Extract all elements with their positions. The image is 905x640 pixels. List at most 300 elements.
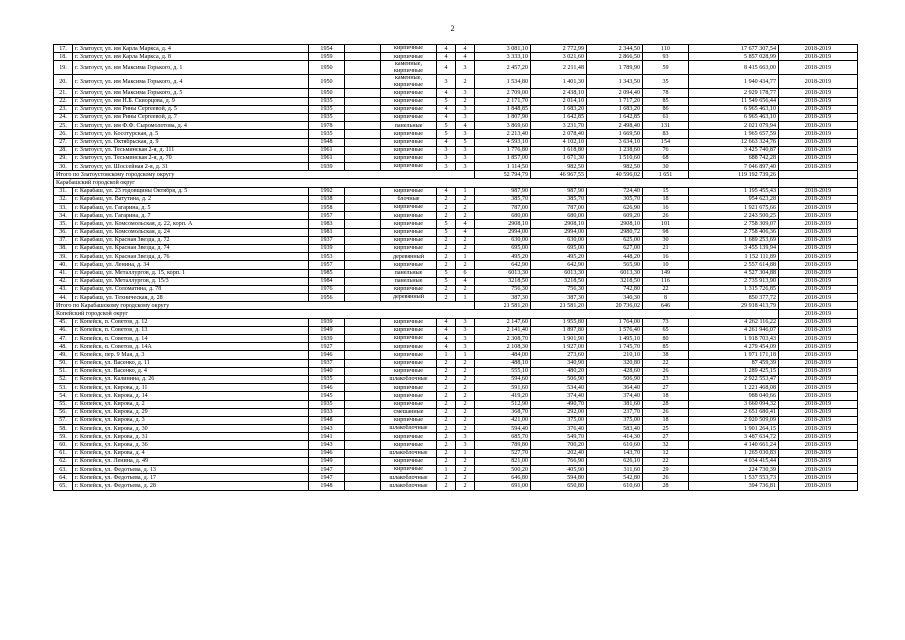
area-cell: 766,90 <box>531 457 587 465</box>
living-area-cell: 583,40 <box>587 425 643 433</box>
residents-cell: 73 <box>643 318 689 326</box>
residents-cell: 131 <box>643 122 689 130</box>
floors-cell: 1 <box>437 351 456 359</box>
total-area-cell: 488,10 <box>475 359 531 367</box>
table-row <box>54 408 858 416</box>
empty-cell <box>345 343 381 351</box>
cost-cell: 688 742,28 <box>689 154 779 162</box>
residents-cell: 85 <box>643 97 689 105</box>
period-cell: 2018-2019 <box>779 187 858 195</box>
cost-cell: 1 689 253,69 <box>689 236 779 244</box>
floors-cell: 4 <box>437 326 456 334</box>
period-cell: 2018-2019 <box>779 384 858 392</box>
wall-material-cell: кирпичные <box>381 154 437 162</box>
floors-cell: 2 <box>437 359 456 367</box>
floors-cell: 2 <box>437 375 456 383</box>
table-row <box>54 449 858 457</box>
row-number: 44. <box>54 294 73 302</box>
empty-cell <box>345 61 381 75</box>
year-cell: 1949 <box>309 326 345 334</box>
floors-cell: 5 <box>437 269 456 277</box>
address-cell: г. Карабаш, ул. Металлургов, д. 15, корп. 1 <box>73 269 309 277</box>
row-number: 19. <box>54 61 73 75</box>
year-cell: 1937 <box>309 236 345 244</box>
table-row <box>54 261 858 269</box>
residents-cell: 30 <box>643 236 689 244</box>
floors-cell: 3 <box>437 75 456 89</box>
cost-cell: 1 965 657,59 <box>689 130 779 138</box>
area-cell: 273,60 <box>531 351 587 359</box>
period-cell: 2018-2019 <box>779 75 858 89</box>
residents-cell: 22 <box>643 359 689 367</box>
area-cell: 1 683,20 <box>531 105 587 113</box>
address-cell: г. Копейск, ул. Федотьева, д. 28 <box>73 482 309 490</box>
cost-cell: 3 487 634,72 <box>689 433 779 441</box>
living-area-cell: 3218,50 <box>587 277 643 285</box>
total-area-cell: 527,70 <box>475 449 531 457</box>
floors-cell: 2 <box>437 449 456 457</box>
entrances-cell: 2 <box>456 285 475 293</box>
entrances-cell: 3 <box>456 89 475 97</box>
empty-cell <box>345 113 381 121</box>
row-number: 62. <box>54 457 73 465</box>
period-cell: 2018-2019 <box>779 449 858 457</box>
wall-material-cell: кирпичные <box>381 45 437 53</box>
cost-cell: 394 736,81 <box>689 482 779 490</box>
row-number: 55. <box>54 400 73 408</box>
period-cell: 2018-2019 <box>779 146 858 154</box>
entrances-cell: 2 <box>456 75 475 89</box>
table-row <box>54 236 858 244</box>
floors-cell: 4 <box>437 187 456 195</box>
entrances-cell: 3 <box>456 105 475 113</box>
period-cell: 2018-2019 <box>779 335 858 343</box>
total-area-cell: 387,30 <box>475 294 531 302</box>
area-cell: 376,40 <box>531 425 587 433</box>
total-area-cell: 756,30 <box>475 285 531 293</box>
living-area-cell: 565,90 <box>587 261 643 269</box>
area-cell: 495,20 <box>531 253 587 261</box>
row-number: 56. <box>54 408 73 416</box>
residents-cell: 85 <box>643 343 689 351</box>
year-cell: 1939 <box>309 335 345 343</box>
residents-cell: 78 <box>643 89 689 97</box>
period-cell: 2018-2019 <box>779 457 858 465</box>
wall-material-cell: кирпичные <box>381 204 437 212</box>
total-area-cell: 2 141,40 <box>475 326 531 334</box>
address-cell: г. Карабаш, ул. Гагарина, д. 5 <box>73 204 309 212</box>
cost-cell: 988 040,66 <box>689 392 779 400</box>
housing-register-table <box>53 44 858 491</box>
entrances-cell: 2 <box>456 474 475 482</box>
address-cell: г. Копейск, ул. Кирова, д. 36 <box>73 441 309 449</box>
floors-cell: 5 <box>437 97 456 105</box>
entrances-cell: 2 <box>456 212 475 220</box>
living-area-cell: 610,60 <box>587 441 643 449</box>
period-cell: 2018-2019 <box>779 45 858 53</box>
row-number: 64. <box>54 474 73 482</box>
year-cell: 1957 <box>309 212 345 220</box>
wall-material-cell: кирпичные <box>381 105 437 113</box>
wall-material-cell: панельные <box>381 277 437 285</box>
address-cell: г. Копейск, п. Советов, д. 13 <box>73 326 309 334</box>
year-cell: 1938 <box>309 195 345 203</box>
residents-cell: 65 <box>643 326 689 334</box>
residents-cell: 26 <box>643 474 689 482</box>
cost-cell: 1 901 264,15 <box>689 425 779 433</box>
year-cell: 1939 <box>309 244 345 252</box>
floors-cell: 3 <box>437 146 456 154</box>
period-cell: 2018-2019 <box>779 326 858 334</box>
row-number: 59. <box>54 433 73 441</box>
row-number: 21. <box>54 89 73 97</box>
table-row <box>54 45 858 53</box>
table-row <box>54 244 858 252</box>
table-row <box>54 163 858 171</box>
living-area-cell: 20 736,02 <box>587 302 643 310</box>
period-cell: 2018-2019 <box>779 154 858 162</box>
living-area-cell: 2980,72 <box>587 228 643 236</box>
address-cell: г. Карабаш, ул. Комсомольская, д. 24 <box>73 228 309 236</box>
table-row <box>54 195 858 203</box>
floors-cell: 4 <box>437 318 456 326</box>
residents-cell: 646 <box>643 302 689 310</box>
empty-cell <box>345 294 381 302</box>
wall-material-cell: панельные <box>381 269 437 277</box>
wall-material-cell: кирпичные <box>381 359 437 367</box>
row-number: 46. <box>54 326 73 334</box>
living-area-cell: 1 745,70 <box>587 343 643 351</box>
area-cell: 594,80 <box>531 474 587 482</box>
entrances-cell: 2 <box>456 261 475 269</box>
year-cell: 1947 <box>309 466 345 474</box>
section-header-row <box>54 179 858 187</box>
cost-cell: 4 279 454,09 <box>689 343 779 351</box>
floors-cell: 2 <box>437 474 456 482</box>
residents-cell: 29 <box>643 466 689 474</box>
floors-cell: 2 <box>437 441 456 449</box>
floors-cell: 1 <box>437 466 456 474</box>
year-cell: 1935 <box>309 400 345 408</box>
row-number: 30. <box>54 163 73 171</box>
area-cell: 700,20 <box>531 441 587 449</box>
table-row <box>54 130 858 138</box>
period-cell: 2018-2019 <box>779 416 858 424</box>
total-area-cell: 594,60 <box>475 375 531 383</box>
wall-material-cell: каменные, кирпичные <box>381 61 437 75</box>
residents-cell: 10 <box>643 261 689 269</box>
address-cell: г. Копейск, ул. Кирова, д. 14 <box>73 392 309 400</box>
area-cell: 46 967,55 <box>531 171 587 179</box>
total-area-cell: 3 081,10 <box>475 45 531 53</box>
cost-cell: 224 730,39 <box>689 466 779 474</box>
residents-cell: 23 <box>643 375 689 383</box>
area-cell: 385,70 <box>531 195 587 203</box>
wall-material-cell: кирпичные <box>381 228 437 236</box>
period-cell: 2018-2019 <box>779 441 858 449</box>
row-number: 40. <box>54 261 73 269</box>
table-row <box>54 326 858 334</box>
year-cell: 1961 <box>309 146 345 154</box>
area-cell: 405,90 <box>531 466 587 474</box>
area-cell: 3 231,70 <box>531 122 587 130</box>
table-row <box>54 367 858 375</box>
residents-cell: 61 <box>643 113 689 121</box>
residents-cell: 28 <box>643 400 689 408</box>
period-cell: 2018-2019 <box>779 375 858 383</box>
floors-cell: 2 <box>437 253 456 261</box>
total-area-cell: 495,20 <box>475 253 531 261</box>
area-cell: 340,90 <box>531 359 587 367</box>
empty-cell <box>345 146 381 154</box>
entrances-cell: 1 <box>456 449 475 457</box>
floors-cell: 4 <box>437 61 456 75</box>
address-cell: г. Карабаш, ул. Комсомольская, д. 22, корп. А <box>73 220 309 228</box>
area-cell: 756,30 <box>531 285 587 293</box>
entrances-cell: 2 <box>456 457 475 465</box>
cost-cell: 11 549 656,44 <box>689 97 779 105</box>
wall-material-cell: кирпичные <box>381 212 437 220</box>
floors-cell: 2 <box>437 416 456 424</box>
row-number: 60. <box>54 441 73 449</box>
total-area-cell: 555,10 <box>475 367 531 375</box>
row-number: 37. <box>54 236 73 244</box>
row-number: 57. <box>54 416 73 424</box>
floors-cell: 2 <box>437 425 456 433</box>
address-cell: г. Копейск, ул. Калинина, д. 26 <box>73 375 309 383</box>
living-area-cell: 340,30 <box>587 294 643 302</box>
entrances-cell: 4 <box>456 53 475 61</box>
living-area-cell: 1 343,50 <box>587 75 643 89</box>
wall-material-cell: кирпичные <box>381 441 437 449</box>
empty-cell <box>345 277 381 285</box>
wall-material-cell: кирпичные <box>381 351 437 359</box>
living-area-cell: 428,60 <box>587 367 643 375</box>
living-area-cell: 610,60 <box>587 482 643 490</box>
period-cell: 2018-2019 <box>779 285 858 293</box>
row-number: 36. <box>54 228 73 236</box>
wall-material-cell: кирпичные <box>381 392 437 400</box>
empty-cell <box>345 375 381 383</box>
cost-cell: 2 651 680,41 <box>689 408 779 416</box>
floors-cell: 2 <box>437 433 456 441</box>
table-row <box>54 89 858 97</box>
row-number: 20. <box>54 75 73 89</box>
table-row <box>54 212 858 220</box>
table-row <box>54 113 858 121</box>
period-cell: 2018-2019 <box>779 425 858 433</box>
entrances-cell: 2 <box>456 97 475 105</box>
area-cell: 21 581,20 <box>531 302 587 310</box>
period-cell: 2018-2019 <box>779 228 858 236</box>
living-area-cell: 1 495,10 <box>587 335 643 343</box>
floors-cell: 4 <box>437 53 456 61</box>
row-number: 45. <box>54 318 73 326</box>
total-area-cell: 642,90 <box>475 261 531 269</box>
table-row <box>54 220 858 228</box>
total-area-cell: 695,00 <box>475 244 531 252</box>
living-area-cell: 375,00 <box>587 416 643 424</box>
entrances-cell: 3 <box>456 130 475 138</box>
year-cell: 1948 <box>309 482 345 490</box>
area-cell: 202,40 <box>531 449 587 457</box>
entrances-cell: 3 <box>456 335 475 343</box>
total-area-cell: 6013,30 <box>475 269 531 277</box>
total-area-cell: 680,00 <box>475 212 531 220</box>
address-cell: г. Карабаш, ул. Техническая, д. 28 <box>73 294 309 302</box>
empty-cell <box>345 285 381 293</box>
table-row <box>54 122 858 130</box>
wall-material-cell: кирпичные <box>381 457 437 465</box>
table-row <box>54 482 858 490</box>
year-cell: 1947 <box>309 474 345 482</box>
table-row <box>54 53 858 61</box>
empty-cell <box>345 122 381 130</box>
row-number: 52. <box>54 375 73 383</box>
entrances-cell: 3 <box>456 433 475 441</box>
address-cell: г. Карабаш, ул. Соломатина, д. 78 <box>73 285 309 293</box>
living-area-cell: 626,90 <box>587 204 643 212</box>
floors-cell: 2 <box>437 482 456 490</box>
cost-cell: 1 221 468,08 <box>689 384 779 392</box>
cost-cell: 5 857 028,99 <box>689 53 779 61</box>
total-area-cell: 987,90 <box>475 187 531 195</box>
empty-cell <box>345 384 381 392</box>
wall-material-cell: кирпичные <box>381 326 437 334</box>
cost-cell: 850 377,72 <box>689 294 779 302</box>
total-area-cell: 385,70 <box>475 195 531 203</box>
total-area-cell: 512,90 <box>475 400 531 408</box>
cost-cell: 6 965 463,10 <box>689 113 779 121</box>
entrances-cell: 2 <box>456 466 475 474</box>
area-cell: 6013,30 <box>531 269 587 277</box>
floors-cell: 4 <box>437 113 456 121</box>
entrances-cell: 4 <box>456 228 475 236</box>
area-cell: 987,90 <box>531 187 587 195</box>
row-number: 32. <box>54 195 73 203</box>
total-area-cell: 1 114,50 <box>475 163 531 171</box>
empty-cell <box>345 244 381 252</box>
living-area-cell: 305,70 <box>587 195 643 203</box>
period-cell: 2018-2019 <box>779 97 858 105</box>
cost-cell: 2 735 913,90 <box>689 277 779 285</box>
floors-cell: 2 <box>437 457 456 465</box>
year-cell: 1948 <box>309 138 345 146</box>
residents-cell: 21 <box>643 244 689 252</box>
area-cell: 1 671,30 <box>531 154 587 162</box>
entrances-cell: 2 <box>456 400 475 408</box>
area-cell: 2994,00 <box>531 228 587 236</box>
wall-material-cell: деревянный <box>381 294 437 302</box>
residents-cell: 35 <box>643 75 689 89</box>
row-number: 49. <box>54 351 73 359</box>
residents-cell: 25 <box>643 425 689 433</box>
address-cell: г. Златоуст, ул. им Карла Маркса, д. 8 <box>73 53 309 61</box>
period-cell: 2018-2019 <box>779 236 858 244</box>
year-cell: 1937 <box>309 359 345 367</box>
living-area-cell: 1 238,60 <box>587 146 643 154</box>
period-cell: 2018-2019 <box>779 204 858 212</box>
row-number: 24. <box>54 113 73 121</box>
period-cell: 2018-2019 <box>779 400 858 408</box>
wall-material-cell: кирпичные <box>381 335 437 343</box>
area-cell: 506,90 <box>531 375 587 383</box>
residents-cell: 83 <box>643 130 689 138</box>
year-cell: 1950 <box>309 75 345 89</box>
row-number: 43. <box>54 285 73 293</box>
living-area-cell: 210,10 <box>587 351 643 359</box>
residents-cell: 27 <box>643 433 689 441</box>
period-cell: 2018-2019 <box>779 89 858 97</box>
area-cell: 549,70 <box>531 433 587 441</box>
year-cell: 1953 <box>309 253 345 261</box>
entrances-cell: 5 <box>456 138 475 146</box>
empty-cell <box>345 400 381 408</box>
empty-cell <box>345 425 381 433</box>
floors-cell: 5 <box>437 130 456 138</box>
total-area-cell: 685,70 <box>475 433 531 441</box>
entrances-cell: 3 <box>456 343 475 351</box>
total-area-cell: 3 869,60 <box>475 122 531 130</box>
cost-cell: 4 262 116,22 <box>689 318 779 326</box>
table-row <box>54 285 858 293</box>
residents-cell: 8 <box>643 294 689 302</box>
year-cell: 1992 <box>309 187 345 195</box>
living-area-cell: 311,60 <box>587 466 643 474</box>
wall-material-cell: кирпичные <box>381 138 437 146</box>
area-cell: 982,50 <box>531 163 587 171</box>
period-cell: 2018-2019 <box>779 474 858 482</box>
floors-cell: 2 <box>437 236 456 244</box>
table-row <box>54 400 858 408</box>
residents-cell: 15 <box>643 187 689 195</box>
cost-cell: 954 623,28 <box>689 195 779 203</box>
address-cell: г. Златоуст, ул. им Рины Сергеевой, д. 5 <box>73 105 309 113</box>
row-number: 48. <box>54 343 73 351</box>
wall-material-cell: блочные <box>381 195 437 203</box>
subtotal-row <box>54 302 858 310</box>
empty-cell <box>345 457 381 465</box>
living-area-cell: 364,40 <box>587 384 643 392</box>
entrances-cell: 2 <box>456 416 475 424</box>
wall-material-cell: смешанные <box>381 408 437 416</box>
area-cell: 2908,10 <box>531 220 587 228</box>
total-area-cell: 3 333,10 <box>475 53 531 61</box>
period-cell: 2018-2019 <box>779 277 858 285</box>
empty-cell <box>345 466 381 474</box>
period-cell: 2018-2019 <box>779 392 858 400</box>
total-area-cell: 484,00 <box>475 351 531 359</box>
floors-cell: 2 <box>437 384 456 392</box>
total-area-cell: 52 794,79 <box>475 171 531 179</box>
entrances-cell: 2 <box>456 195 475 203</box>
wall-material-cell: кирпичные <box>381 466 437 474</box>
total-area-cell: 3218,50 <box>475 277 531 285</box>
wall-material-cell: кирпичные <box>381 343 437 351</box>
residents-cell: 80 <box>643 335 689 343</box>
period-cell: 2018-2019 <box>779 212 858 220</box>
entrances-cell: 3 <box>456 163 475 171</box>
row-number: 34. <box>54 212 73 220</box>
address-cell: г. Копейск, п. Советов, д. 14А <box>73 343 309 351</box>
address-cell: г. Копейск, ул. Федотьева, д. 17 <box>73 474 309 482</box>
total-area-cell: 4 593,10 <box>475 138 531 146</box>
living-area-cell: 982,50 <box>587 163 643 171</box>
table-row <box>54 425 858 433</box>
address-cell: г. Златоуст, ул. Косотурская, д. 5 <box>73 130 309 138</box>
address-cell: г. Златоуст, ул. им Н.Б. Скворцова, д. 9 <box>73 97 309 105</box>
wall-material-cell: кирпичные <box>381 261 437 269</box>
